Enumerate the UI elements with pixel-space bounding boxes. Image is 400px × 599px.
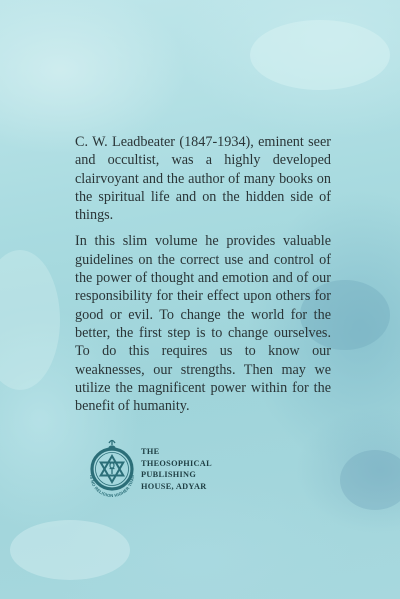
texture-blot (340, 450, 400, 510)
seal-motto: IS NO RELIGION HIGHER THAN (88, 474, 136, 499)
publisher-line: THEOSOPHICAL (141, 458, 212, 468)
book-blurb (75, 133, 331, 415)
publisher-line: HOUSE, ADYAR (141, 482, 207, 492)
blurb-paragraph-summary: In this slim volume he provides valuable guidelines on the correct use and control of the power of thought and emotion and of our responsibility for their effect upon others for good or evil. To change the world for the better, the first step is to change ourselves. To do this requires us to know our weaknesses, our strengths. Then may we utilize the magnificent power within for the benefit of humanity. (75, 233, 331, 415)
texture-blot (0, 250, 60, 390)
blurb-paragraph-author: C. W. Leadbeater (1847-1934), eminent seer and occultist, was a highly developed clairvoyant and the author of many books on the spiritual life and on the hidden side of things. (75, 134, 331, 224)
publisher-name (141, 446, 281, 493)
texture-blot (250, 20, 390, 90)
publisher-line: THE (141, 447, 160, 456)
publisher-line: PUBLISHING (141, 470, 197, 480)
texture-blot (10, 520, 130, 580)
publisher-block (80, 437, 280, 507)
theosophical-seal-icon (80, 437, 144, 505)
